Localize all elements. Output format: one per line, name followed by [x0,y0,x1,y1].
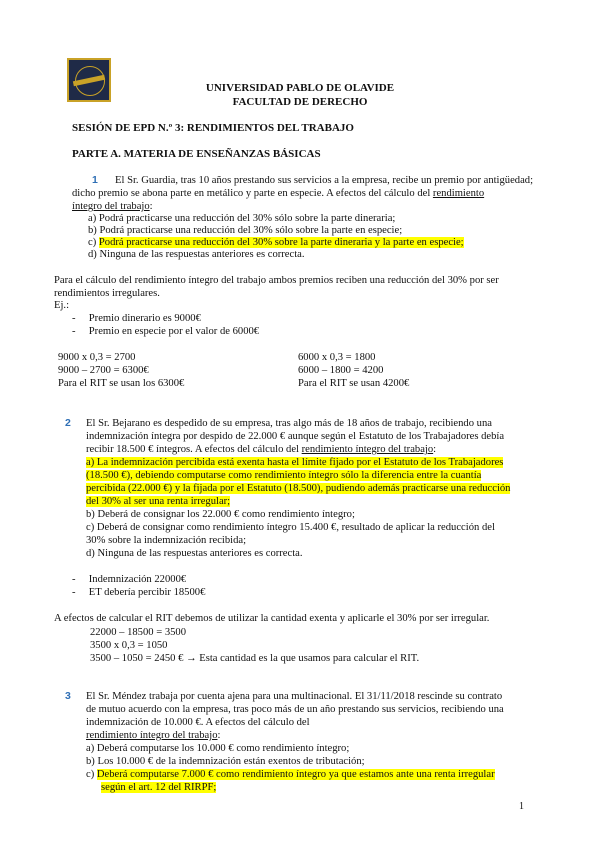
q1-option-c: c) Podrá practicarse una reducción del 30% sobre la parte dineraria y la parte en especie; [88,237,464,248]
q3-text-line: de mutuo acuerdo con la empresa, tras poco más de un año prestando sus servicios, recibiendo una [86,704,504,715]
note-2-calc: 3500 x 0,3 = 1050 [90,640,168,651]
q3-text-line: El Sr. Méndez trabaja por cuenta ajena para una multinacional. El 31/11/2018 rescinde su contrato [86,691,503,702]
q1-text-line: íntegro del trabajo: [72,201,153,212]
q2-option-a: del 30% al ser una renta irregular; [86,496,231,507]
q3-text-line: indemnización de 10.000 €. A efectos del cálculo del [86,717,310,728]
q2-text-line: recibir 18.500 € íntegros. A efectos del cálculo del rendimiento íntegro del trabajo: [86,444,437,455]
note-2-calc: 3500 – 1050 = 2450 € → Esta cantidad es la que usamos para calcular el RIT. [90,653,420,664]
q3-option-c: según el art. 12 del RIRPF; [101,782,217,793]
q2-option-c: 30% sobre la indemnización recibida; [86,535,247,546]
calc-left: 9000 – 2700 = 6300€ [58,365,149,376]
calc-left: 9000 x 0,3 = 2700 [58,352,136,363]
q2-option-a: (18.500 €), debiendo computarse como rendimiento íntegro sólo la diferencia entre la cuantía [86,470,482,481]
note-2-bullet: - ET debería percibir 18500€ [72,587,206,598]
q3-option-a: a) Deberá computarse los 10.000 € como rendimiento íntegro; [86,743,350,754]
session-title: SESIÓN DE EPD N.º 3: RENDIMIENTOS DEL TRABAJO [72,122,354,134]
note-1-bullet: - Premio dinerario es 9000€ [72,313,201,324]
q2-option-b: b) Deberá de consignar los 22.000 € como rendimiento íntegro; [86,509,355,520]
q2-option-a: a) La indemnización percibida está exenta hasta el límite fijado por el Estatuto de los Trabajadores [86,457,504,468]
q1-option-b: b) Podrá practicarse una reducción del 30% sólo sobre la parte en especie; [88,225,403,236]
calc-right: Para el RIT se usan 4200€ [298,378,410,389]
note-1-line: Para el cálculo del rendimiento íntegro del trabajo ambos premios reciben una reducción del 30% por ser [54,275,499,286]
q1-option-a: a) Podrá practicarse una reducción del 30% sólo sobre la parte dineraria; [88,213,396,224]
q1-text-line: dicho premio se abona parte en metálico y parte en especie. A efectos del cálculo del rendimiento [72,188,485,199]
calc-right: 6000 – 1800 = 4200 [298,365,384,376]
note-2-line: A efectos de calcular el RIT debemos de utilizar la cantidad exenta y aplicarle el 30% por ser irregular. [54,613,490,624]
q1-text-line: El Sr. Guardia, tras 10 años prestando sus servicios a la empresa, recibe un premio por antigüedad; [115,175,534,186]
note-2-bullet: - Indemnización 22000€ [72,574,187,585]
page-number: 1 [519,801,524,812]
part-title: PARTE A. MATERIA DE ENSEÑANZAS BÁSICAS [72,148,321,160]
q2-option-a: percibida (22.000 €) y la fijada por el Estatuto (18.500), pudiendo además practicarse una reducción [86,483,511,494]
q2-option-c: c) Deberá de consignar como rendimiento íntegro 15.400 €, resultado de aplicar la reducción del [86,522,495,533]
q3-text-line: rendimiento íntegro del trabajo: [86,730,221,741]
q3-option-c: c) Deberá computarse 7.000 € como rendimiento íntegro ya que estamos ante una renta irregular [86,769,495,780]
q2-text-line: indemnización íntegra por despido de 22.000 € aunque según el Estatuto de los Trabajadores debía [86,431,505,442]
q2-option-d: d) Ninguna de las respuestas anteriores es correcta. [86,548,303,559]
question-1-number: 1 [92,174,98,186]
question-3-number: 3 [65,690,71,702]
note-2-calc: 22000 – 18500 = 3500 [90,627,187,638]
faculty-name: FACULTAD DE DERECHO [232,96,368,108]
university-name: UNIVERSIDAD PABLO DE OLAVIDE [205,82,395,94]
question-2-number: 2 [65,417,71,429]
note-1-example: Ej.: [54,300,70,311]
q3-option-b: b) Los 10.000 € de la indemnización están exentos de tributación; [86,756,365,767]
calc-right: 6000 x 0,3 = 1800 [298,352,376,363]
calc-left: Para el RIT se usan los 6300€ [58,378,185,389]
q2-text-line: El Sr. Bejarano es despedido de su empresa, tras algo más de 18 años de trabajo, recibiendo una [86,418,492,429]
note-1-bullet: - Premio en especie por el valor de 6000€ [72,326,260,337]
note-1-line: rendimientos irregulares. [54,288,160,299]
q1-option-d: d) Ninguna de las respuestas anteriores es correcta. [88,249,305,260]
